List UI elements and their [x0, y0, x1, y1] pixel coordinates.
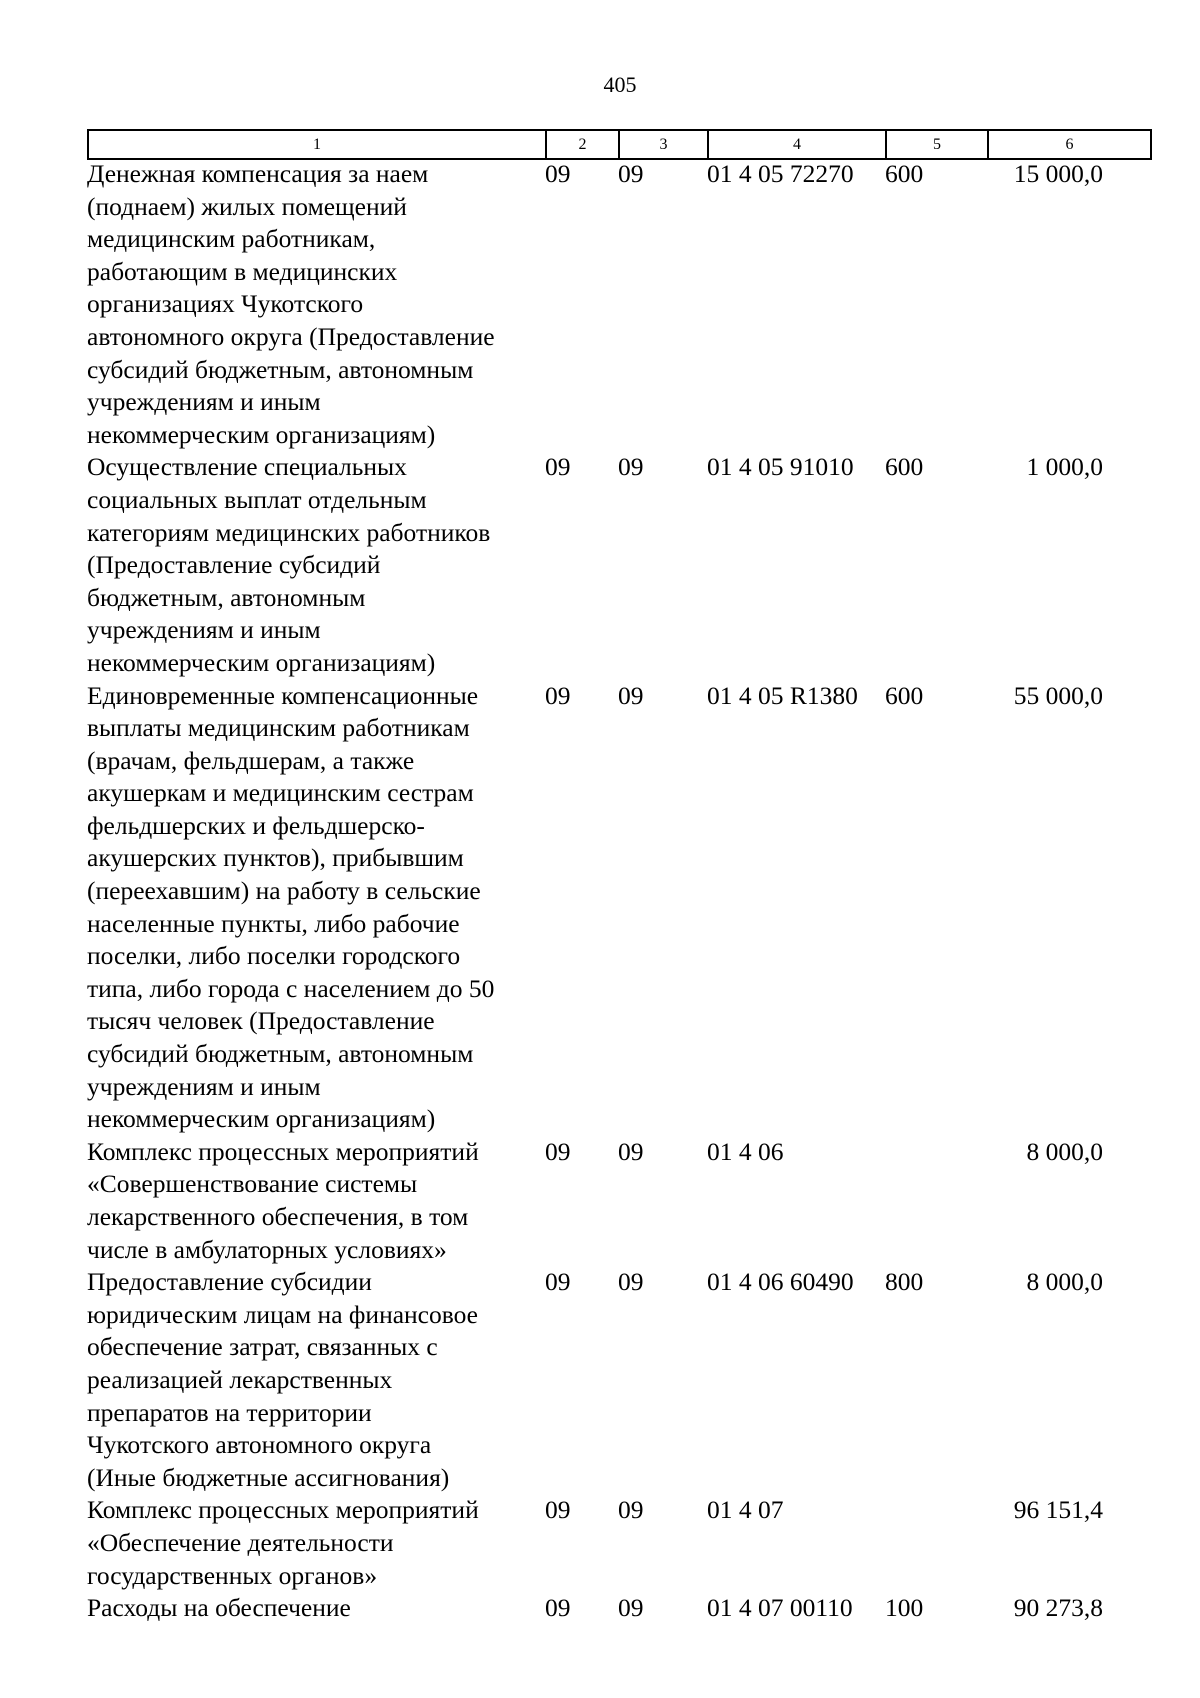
- row-target-code: 01 4 07 00110: [707, 1593, 853, 1623]
- row-target-code: 01 4 07: [707, 1495, 784, 1525]
- row-expense-type: 800: [885, 1267, 924, 1297]
- row-section-code: 09: [545, 1495, 571, 1525]
- column-header-3: 3: [619, 130, 708, 159]
- row-amount: 96 151,4: [1013, 1495, 1103, 1525]
- row-subsection-code: 09: [618, 1136, 644, 1166]
- row-subsection-code: 09: [618, 452, 644, 482]
- row-subsection-code: 09: [618, 1593, 644, 1623]
- row-name: Расходы на обеспечение: [87, 1593, 351, 1623]
- row-subsection-code: 09: [618, 1267, 644, 1297]
- row-section-code: 09: [545, 1136, 571, 1166]
- row-name: Комплекс процессных мероприятий «Совершенствование системы лекарственного обеспечения, в том числе в амбулаторных условиях»: [87, 1136, 479, 1264]
- column-header-row: [88, 130, 1151, 159]
- row-amount: 55 000,0: [1013, 680, 1103, 710]
- row-amount: 8 000,0: [1026, 1267, 1103, 1297]
- row-expense-type: 600: [885, 680, 924, 710]
- column-header-table: [87, 129, 1152, 160]
- table-body: [87, 158, 1157, 1625]
- row-name: Предоставление субсидии юридическим лицам на финансовое обеспечение затрат, связанных с реализацией лекарственных препаратов на территории Чукотского автономного округа (Иные бюджетные ассигнования): [87, 1267, 478, 1492]
- row-section-code: 09: [545, 1267, 571, 1297]
- row-expense-type: 600: [885, 452, 924, 482]
- table-row: [87, 680, 1157, 1136]
- table-row: [87, 451, 1157, 679]
- row-target-code: 01 4 05 91010: [707, 452, 854, 482]
- column-header-1: 1: [88, 130, 546, 159]
- row-target-code: 01 4 06 60490: [707, 1267, 854, 1297]
- column-header-6: 6: [988, 130, 1151, 159]
- row-name: Денежная компенсация за наем (поднаем) жилых помещений медицинским работникам, работающим в медицинских организациях Чукотского автономного округа (Предоставление субсидий бюджетным, автономным учреждениям и иным некоммерческим организациям): [87, 159, 495, 449]
- table-row: [87, 1592, 1157, 1625]
- page-number: 405: [603, 72, 637, 97]
- column-header-4: 4: [708, 130, 886, 159]
- row-name: Единовременные компенсационные выплаты медицинским работникам (врачам, фельдшерам, а также акушеркам и медицинским сестрам фельдшерских и фельдшерско- акушерских пунктов), прибывшим (переехавшим) на работу в сельские населенные пункты, либо рабочие поселки, либо поселки городского типа, либо города с населением до 50 тысяч человек (Предоставление субсидий бюджетным, автономным учреждениям и иным некоммерческим организациям): [87, 680, 495, 1134]
- row-target-code: 01 4 05 R1380: [707, 680, 858, 710]
- row-section-code: 09: [545, 452, 571, 482]
- table-row: [87, 158, 1157, 451]
- row-target-code: 01 4 05 72270: [707, 159, 854, 188]
- table-row: [87, 1266, 1157, 1494]
- row-amount: 1 000,0: [1026, 452, 1103, 482]
- row-expense-type: [885, 1494, 965, 1592]
- row-section-code: 09: [545, 1593, 571, 1623]
- column-header-2: 2: [546, 130, 619, 159]
- row-name: Осуществление специальных социальных выплат отдельным категориям медицинских работников (Предоставление субсидий бюджетным, автономным учреждениям и иным некоммерческим организациям): [87, 452, 491, 677]
- table-row: [87, 1494, 1157, 1592]
- row-subsection-code: 09: [618, 1495, 644, 1525]
- row-subsection-code: 09: [618, 680, 644, 710]
- row-section-code: 09: [545, 159, 571, 188]
- column-header-5: 5: [886, 130, 988, 159]
- row-amount: 90 273,8: [1013, 1593, 1103, 1623]
- row-expense-type: 100: [885, 1593, 924, 1623]
- row-expense-type: [885, 1136, 965, 1266]
- row-section-code: 09: [545, 680, 571, 710]
- row-name: Комплекс процессных мероприятий «Обеспечение деятельности государственных органов»: [87, 1495, 479, 1590]
- row-subsection-code: 09: [618, 159, 644, 188]
- row-amount: 15 000,0: [1013, 159, 1103, 188]
- row-expense-type: 600: [885, 159, 924, 188]
- table-row: [87, 1136, 1157, 1266]
- row-amount: 8 000,0: [1026, 1136, 1103, 1166]
- row-target-code: 01 4 06: [707, 1136, 784, 1166]
